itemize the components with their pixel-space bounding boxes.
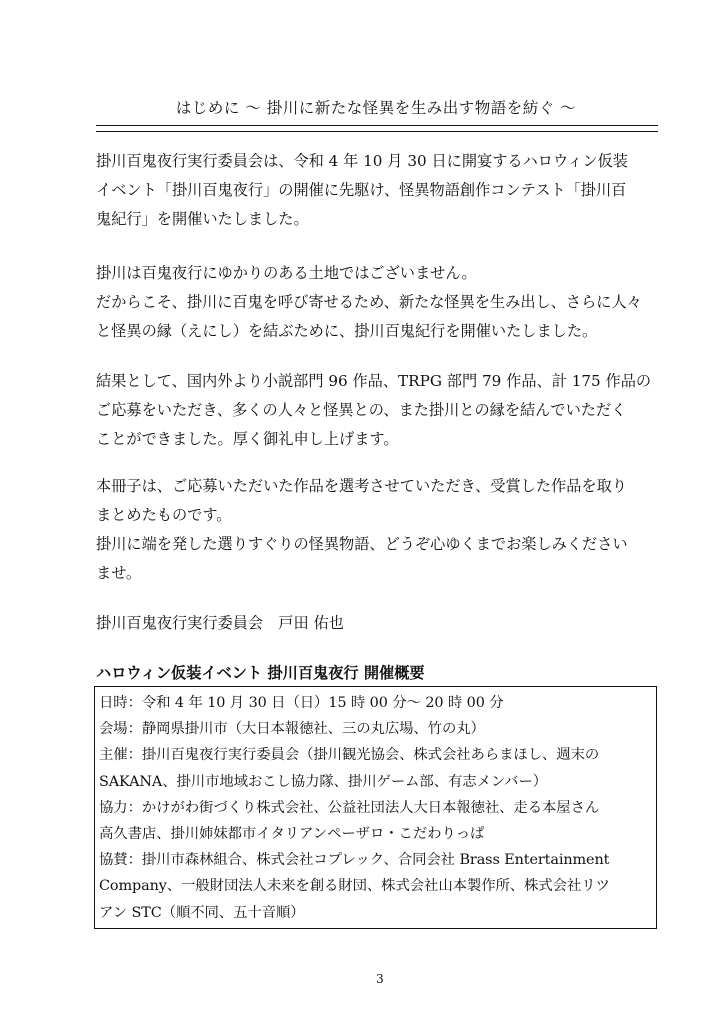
overview-line-organizer-cont: SAKANA、掛川市地域おこし協力隊、掛川ゲーム部、有志メンバー） <box>99 773 548 790</box>
event-overview-box <box>94 686 657 929</box>
text-line: イベント「掛川百鬼夜行」の開催に先駆け、怪異物語創作コンテスト「掛川百 <box>96 181 627 199</box>
overview-line-cooperation-cont: 高久書店、掛川姉妹都市イタリアンペーザロ・こだわりっぱ <box>99 825 485 842</box>
text-line: ことができました。厚く御礼申し上げます。 <box>96 430 399 448</box>
text-line: 鬼紀行」を開催いたしました。 <box>96 210 309 228</box>
page-title: はじめに ～ 掛川に新たな怪異を生み出す物語を紡ぐ ～ <box>175 99 577 117</box>
text-line: ませ。 <box>96 564 142 582</box>
overview-heading: ハロウィン仮装イベント 掛川百鬼夜行 開催概要 <box>96 664 425 682</box>
signature: 掛川百鬼夜行実行委員会 戸田 佑也 <box>96 614 344 632</box>
text-line: 結果として、国内外より小説部門 96 作品、TRPG 部門 79 作品、計 175 作品の <box>96 372 652 390</box>
overview-line-organizer: 主催：掛川百鬼夜行実行委員会（掛川観光協会、株式会社あらまほし、週末の <box>99 747 600 764</box>
text-line: 掛川百鬼夜行実行委員会は、令和 4 年 10 月 30 日に開宴するハロウィン仮装 <box>96 152 628 170</box>
text-line: まとめたものです。 <box>96 506 232 524</box>
intro-paragraph-1 <box>96 147 662 234</box>
overview-line-venue: 会場：静岡県掛川市（大日本報徳社、三の丸広場、竹の丸） <box>99 721 485 738</box>
title-double-rule <box>96 125 658 132</box>
overview-line-sponsors-cont: アン STC（順不同、五十音順） <box>99 904 305 921</box>
text-line: と怪異の縁（えにし）を結ぶために、掛川百鬼紀行を開催いたしました。 <box>96 322 598 340</box>
overview-line-sponsors: 協賛：掛川市森林組合、株式会社コプレック、合同会社 Brass Entertainment <box>99 852 610 869</box>
results-paragraph <box>96 367 662 454</box>
overview-line-sponsors-cont: Company、一般財団法人未来を創る財団、株式会社山本製作所、株式会社リツ <box>99 878 610 895</box>
overview-line-date: 日時：令和 4 年 10 月 30 日（日）15 時 00 分～ 20 時 00 分 <box>99 695 504 711</box>
page-number: 3 <box>376 972 384 986</box>
text-line: 掛川に端を発した選りすぐりの怪異物語、どうぞ心ゆくまでお楽しみください <box>96 535 628 553</box>
text-line: 本冊子は、ご応募いただいた作品を選考させていただき、受賞した作品を取り <box>96 477 627 495</box>
text-line: だからこそ、掛川に百鬼を呼び寄せるため、新たな怪異を生み出し、さらに人々 <box>96 293 642 311</box>
intro-paragraph-2 <box>96 259 662 346</box>
text-line: 掛川は百鬼夜行にゆかりのある土地ではございません。 <box>96 264 477 282</box>
overview-line-cooperation: 協力：かけがわ街づくり株式会社、公益社団法人大日本報徳社、走る本屋さん <box>99 799 600 816</box>
booklet-paragraph <box>96 472 662 588</box>
text-line: ご応募をいただき、多くの人々と怪異との、また掛川との縁を結んでいただく <box>96 401 627 419</box>
